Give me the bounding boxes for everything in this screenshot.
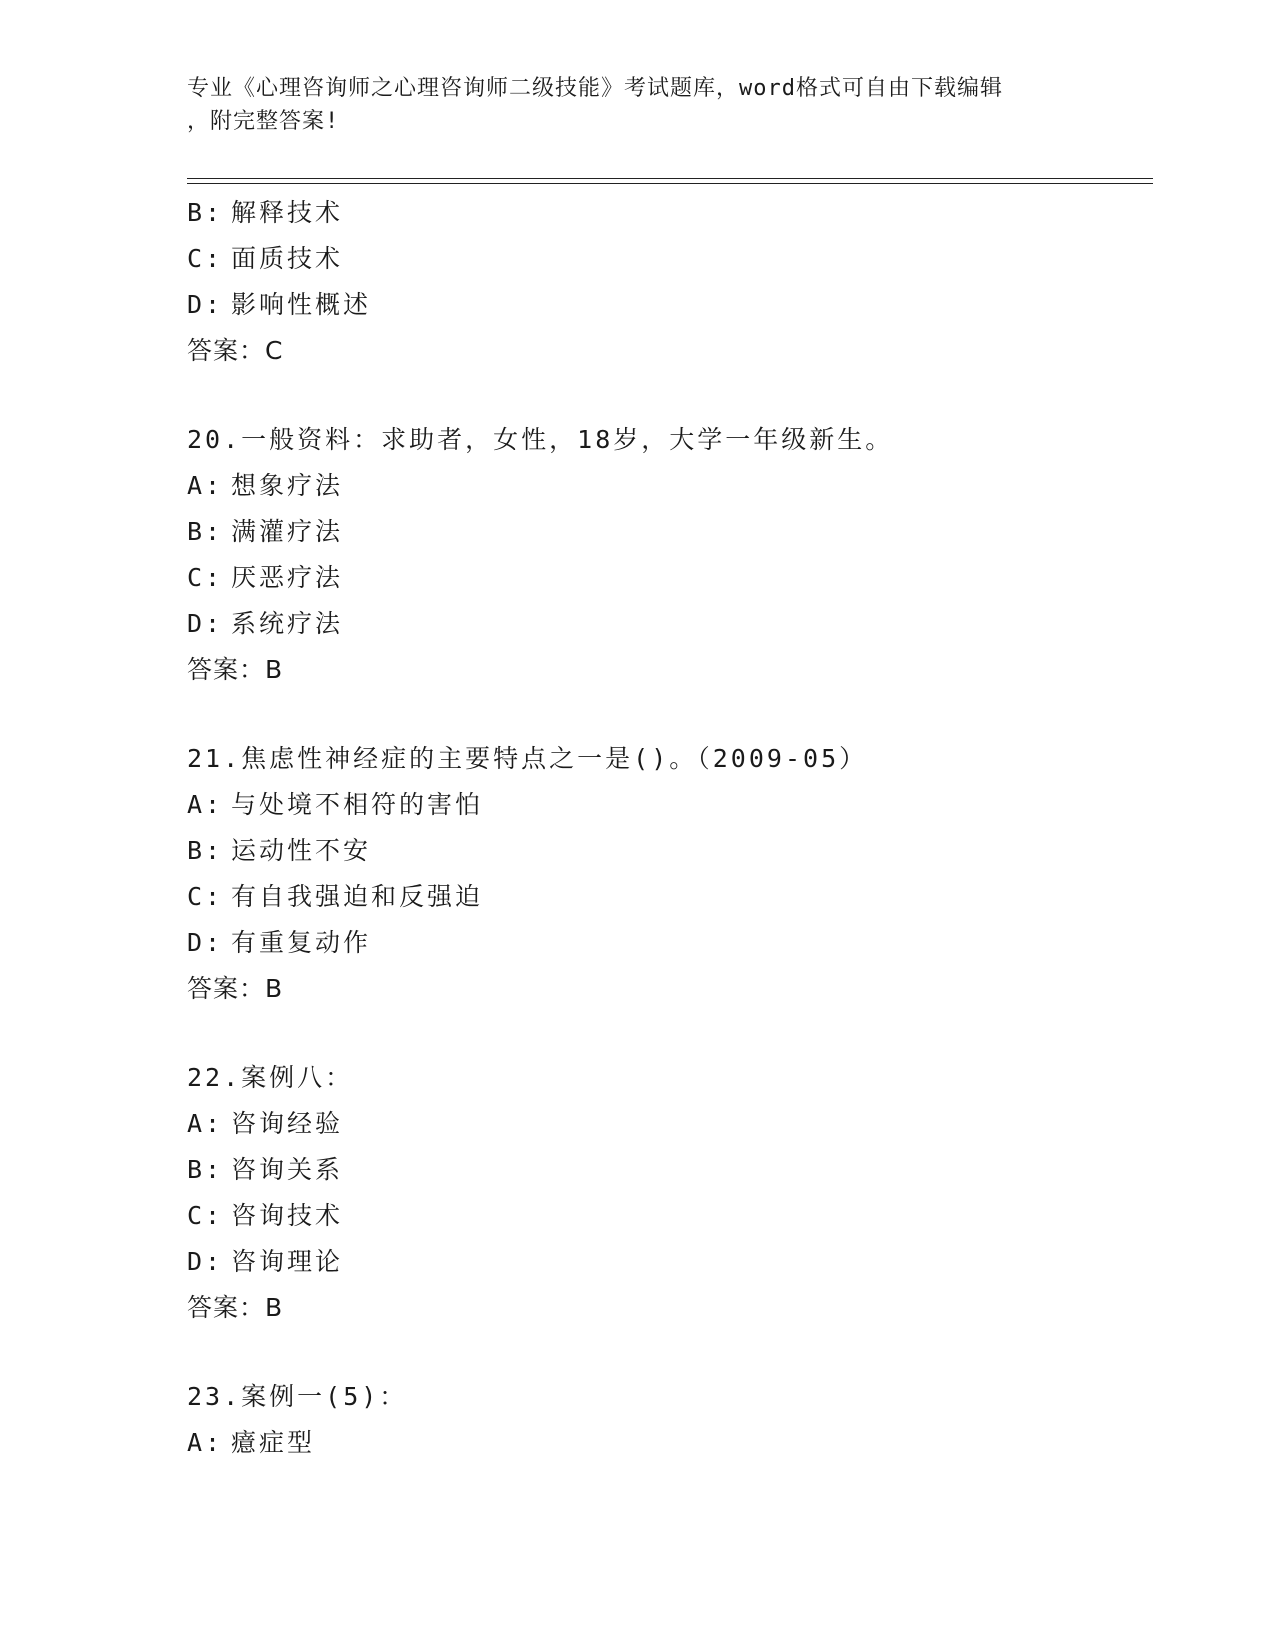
spacer [187, 1012, 1147, 1055]
option-d [187, 282, 1147, 328]
option-c [187, 555, 1147, 601]
option-key: A: [187, 1428, 224, 1457]
header-divider-bottom [187, 183, 1153, 184]
option-key: B: [187, 517, 224, 546]
option-key: A: [187, 790, 224, 819]
option-d [187, 601, 1147, 647]
option-c [187, 1193, 1147, 1239]
option-c [187, 236, 1147, 282]
option-key: C: [187, 244, 224, 273]
question-stem: 20.一般资料：求助者，女性，18岁，大学一年级新生。 [187, 425, 894, 454]
option-b [187, 1147, 1147, 1193]
option-a [187, 463, 1147, 509]
answer-line: 答案：B [187, 1293, 284, 1322]
option-d [187, 920, 1147, 966]
option-key: D: [187, 1247, 224, 1276]
option-text: 运动性不安 [231, 836, 372, 865]
option-key: D: [187, 290, 224, 319]
question-block-23 [187, 1374, 1147, 1466]
option-key: D: [187, 609, 224, 638]
option-text: 面质技术 [231, 244, 344, 273]
option-a [187, 1420, 1147, 1466]
option-b [187, 828, 1147, 874]
answer-line: 答案：B [187, 655, 284, 684]
spacer [187, 1331, 1147, 1374]
option-a [187, 1101, 1147, 1147]
question-stem: 21.焦虑性神经症的主要特点之一是()。（2009-05） [187, 744, 868, 773]
question-list [187, 190, 1147, 1466]
option-text: 影响性概述 [231, 290, 372, 319]
option-key: A: [187, 1109, 224, 1138]
header-line-2: ，附完整答案! [187, 109, 340, 134]
option-text: 与处境不相符的害怕 [231, 790, 484, 819]
option-d [187, 1239, 1147, 1285]
option-text: 想象疗法 [231, 471, 344, 500]
option-b [187, 509, 1147, 555]
spacer [187, 693, 1147, 736]
answer-line: 答案：B [187, 974, 284, 1003]
question-block-prev [187, 190, 1147, 374]
option-text: 咨询理论 [231, 1247, 344, 1276]
question-block-22 [187, 1055, 1147, 1331]
option-text: 有自我强迫和反强迫 [231, 882, 484, 911]
header-divider-top [187, 178, 1153, 179]
option-text: 满灌疗法 [231, 517, 344, 546]
header-line-1: 专业《心理咨询师之心理咨询师二级技能》考试题库，word格式可自由下载编辑 [187, 76, 1003, 101]
option-text: 咨询经验 [231, 1109, 344, 1138]
option-key: A: [187, 471, 224, 500]
option-text: 解释技术 [231, 198, 344, 227]
option-text: 咨询技术 [231, 1201, 344, 1230]
option-key: B: [187, 198, 224, 227]
option-text: 系统疗法 [231, 609, 344, 638]
option-text: 有重复动作 [231, 928, 372, 957]
spacer [187, 374, 1147, 417]
answer-line: 答案：C [187, 336, 284, 365]
option-text: 厌恶疗法 [231, 563, 344, 592]
question-stem: 23.案例一(5)： [187, 1382, 408, 1411]
option-a [187, 782, 1147, 828]
option-key: B: [187, 1155, 224, 1184]
question-stem: 22.案例八： [187, 1063, 354, 1092]
document-header [187, 72, 1067, 138]
option-text: 癔症型 [231, 1428, 316, 1457]
question-block-21 [187, 736, 1147, 1012]
option-key: B: [187, 836, 224, 865]
option-key: C: [187, 1201, 224, 1230]
option-key: C: [187, 882, 224, 911]
option-key: D: [187, 928, 224, 957]
option-text: 咨询关系 [231, 1155, 344, 1184]
option-c [187, 874, 1147, 920]
question-block-20 [187, 417, 1147, 693]
option-b [187, 190, 1147, 236]
option-key: C: [187, 563, 224, 592]
